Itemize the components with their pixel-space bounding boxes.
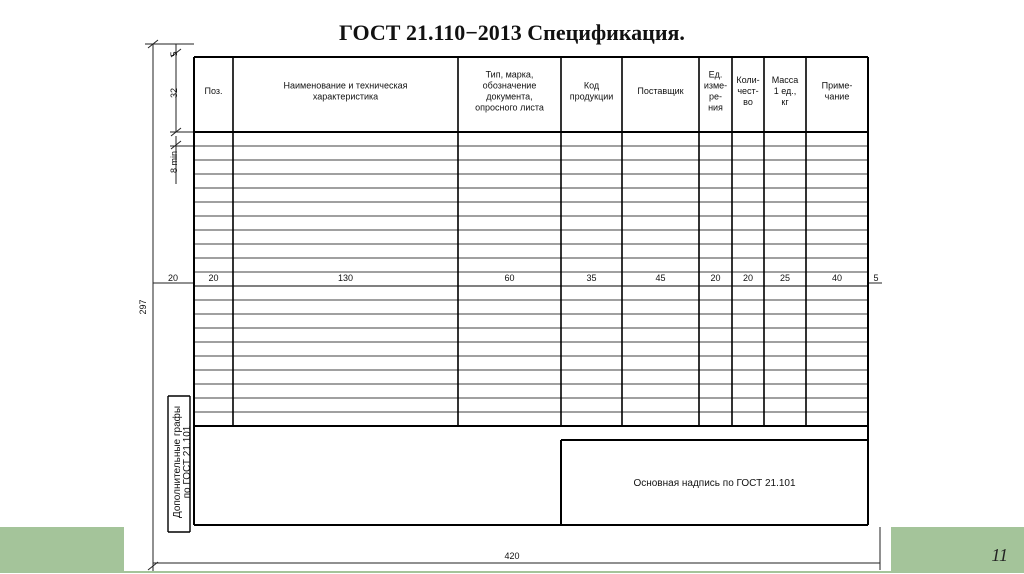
width-label-pos: 20 (208, 273, 219, 283)
column-header-mass: кг (781, 97, 789, 107)
column-header-name: характеристика (312, 91, 379, 102)
table-labels (138, 51, 879, 561)
column-header-supplier: Поставщик (637, 86, 684, 96)
column-header-code: Код (583, 80, 600, 91)
column-header-type: Тип, марка, (485, 69, 534, 80)
column-header-mass: 1 ед., (773, 86, 797, 96)
width-label-unit: 20 (710, 273, 721, 283)
slide-title: ГОСТ 21.110−2013 Спецификация. (339, 20, 685, 45)
column-header-unit: ния (708, 102, 723, 113)
width-label-code: 35 (586, 273, 597, 283)
column-header-name: Наименование и техническая (283, 80, 408, 91)
width-label-mass: 25 (779, 273, 791, 283)
width-label-type: 60 (504, 273, 515, 283)
dimension-lines (145, 40, 882, 571)
column-header-code: продукции (569, 91, 614, 102)
column-header-type: обозначение (482, 80, 537, 91)
dim-header-height: 32 (169, 87, 179, 99)
column-header-unit: Ед. (708, 69, 723, 80)
column-header-type: документа, (486, 91, 533, 102)
dim-row-height: 8 min (169, 150, 179, 174)
width-label-note: 40 (831, 273, 843, 283)
column-header-qty: чест- (737, 86, 759, 96)
dim-top-margin: 5 (169, 51, 179, 57)
column-header-note: Приме- (821, 80, 853, 91)
column-header-pos: Поз. (204, 86, 223, 96)
column-header-qty: Коли- (736, 75, 760, 85)
width-label-name: 130 (337, 273, 354, 283)
column-header-unit: изме- (703, 80, 728, 91)
column-header-qty: во (743, 97, 753, 107)
dim-right-margin: 5 (873, 273, 879, 283)
column-header-unit: ре- (708, 91, 723, 102)
dim-sheet-height: 297 (138, 299, 148, 315)
dim-sheet-width: 420 (504, 551, 520, 561)
width-label-qty: 20 (742, 273, 754, 283)
page-number: 11 (991, 545, 1008, 565)
additional-columns-label: Дополнительные графы (172, 405, 183, 519)
column-header-mass: Масса (771, 75, 799, 85)
column-header-type: опросного листа (475, 102, 544, 113)
additional-columns-label: по ГОСТ 21.101 (182, 425, 193, 499)
column-header-note: чание (824, 91, 850, 102)
width-label-supplier: 45 (655, 273, 666, 283)
title-block-label: Основная надпись по ГОСТ 21.101 (633, 478, 796, 489)
dim-left-margin: 20 (167, 273, 179, 283)
spec-table (168, 57, 868, 532)
